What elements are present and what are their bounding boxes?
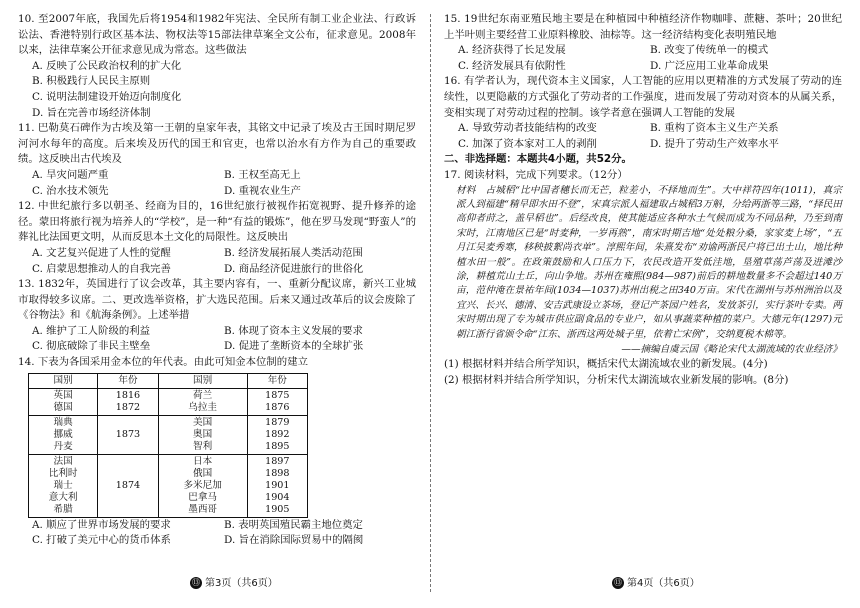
source-material: 材料 占城稻“比中国者穗长而无芒，粒差小，不择地而生”。大中祥符四年(1011)，真宗派人到福建“精早即水田不登”，宋真宗派人福建取占城稻3万斛，分给两浙等三路，“择民田高仰者莳之，盖早稻也”。后经改良，使其能适应各种水土气候而成为不同品种，乃至到南宋时，江南地区已是“时麦种，一岁再熟”，南宋时期吉地“处处粮分桑，家家麦上场”，“五月江吴麦秀寒，移秧披絮尚衣单”。淳熙年间，朱熹发布“劝谕两浙民户将已出土山，地比种植水田一般”。在政策鼓励和人口压力下，农民改造开发低洼地，垦殖草荡芦荡及进滩沙涂，耕植荒山土丘，向山争地。苏州在雍熙(984—987)前后的耕地数量多不会超过140万亩，范仲淹在景祐年间(1034—1037)苏州出税之田340万亩。宋代在湖州与苏州洲治以及宜兴、长兴、德清、安吉武康设立茶场，登记产茶园户姓名，发放茶引，实行茶叶专卖。两宋时期出现了专为城市供应副食品的专业户，如从事蔬菜种植的菜户。大德元年(1297)元朝江浙行省颁令命“江东、浙西这两处城子里，依着亡宋例”，交纳夏税木棉等。 xyxy=(456,184,842,340)
column-header: 年份 xyxy=(98,373,158,388)
option-row xyxy=(444,137,842,153)
option-row xyxy=(18,324,416,340)
subject-badge: ⑬ xyxy=(192,578,200,587)
question-13 xyxy=(18,277,416,355)
question-16 xyxy=(444,74,842,152)
table-row xyxy=(29,388,308,415)
column-header: 年份 xyxy=(247,373,307,388)
option-d: D. 提升了劳动生产效率水平 xyxy=(650,137,779,150)
year-cell: 1874 xyxy=(98,454,158,517)
page-footer xyxy=(612,574,700,589)
option-a: A. 文艺复兴促进了人性的觉醒 xyxy=(32,246,171,259)
country-cell: 日本 俄国 多米尼加 巴拿马 墨西哥 xyxy=(158,454,247,517)
option-b: B. 表明英国殖民霸主地位奠定 xyxy=(224,518,363,531)
question-stem: 15. 19世纪东南亚殖民地主要是在种植园中种植经济作物咖啡、蔗糖、茶叶；20世纪上半叶则主要经营工业原料橡胶、油棕等。这一经济结构变化表明殖民地 xyxy=(444,13,842,41)
question-stem: 14. 下表为各国采用金本位的年代表。由此可知金本位制的建立 xyxy=(18,356,308,369)
option-d: D. 旨在消除国际贸易中的隔阂 xyxy=(224,534,364,547)
question-14 xyxy=(18,355,416,549)
option-a: A. 顺应了世界市场发展的要求 xyxy=(32,518,171,531)
year-cell: 1879 1892 1895 xyxy=(247,415,307,454)
country-cell: 瑞典 挪威 丹麦 xyxy=(29,415,98,454)
option-b: B. 改变了传统单一的模式 xyxy=(650,44,769,57)
option-d: D. 重视农业生产 xyxy=(224,184,301,197)
option-b: B. 体现了资本主义发展的要求 xyxy=(224,324,363,337)
option-b: B. 王权至高无上 xyxy=(224,168,301,181)
page-footer xyxy=(190,574,278,589)
requirement-1: (1) 根据材料并结合所学知识，概括宋代太湖流域农业的新发展。(4分) xyxy=(444,358,768,370)
year-cell: 1816 1872 xyxy=(98,388,158,415)
option-row xyxy=(18,168,416,184)
option-c: C. 说明法制建设开始迈向制度化 xyxy=(32,90,182,103)
option-a: A. 维护了工人阶级的利益 xyxy=(32,324,151,337)
question-stem: 13. 1832年，英国进行了议会改革，其主要内容有，一、重新分配议席，新兴工业城市取得较多议席。二、更改选举资格，扩大选民范围。后来又通过改革后的议会废除了《谷物法》和《航海条例》。上述举措 xyxy=(18,278,416,322)
option-row xyxy=(18,518,416,534)
option-c: C. 彻底破除了非民主壁垒 xyxy=(32,340,151,353)
year-cell: 1875 1876 xyxy=(247,388,307,415)
question-stem: 11. 巴勒莫石碑作为古埃及第一王朝的皇家年表，其铭文中记录了埃及古王国时期尼罗河河水每年的高度。后来埃及历代的国王和官吏，也常以治水有方作为自己的重要政绩。这反映出古代埃及 xyxy=(18,122,416,166)
country-cell: 荷兰 乌拉圭 xyxy=(158,388,247,415)
option-row xyxy=(18,533,416,549)
source-citation: ——摘编自虞云国《略论宋代太湖流域的农业经济》 xyxy=(621,344,842,355)
option-b: B. 重构了资本主义生产关系 xyxy=(650,122,779,135)
option-b: B. 积极践行人民民主原则 xyxy=(32,75,151,88)
option-a: A. 反映了公民政治权利的扩大化 xyxy=(32,59,182,72)
column-divider xyxy=(430,14,431,592)
option-a: A. 导致劳动者技能结构的改变 xyxy=(458,122,597,135)
section-heading: 二、非选择题：本题共4小题，共52分。 xyxy=(444,153,632,166)
page-number: 第3页（共6页） xyxy=(205,578,278,589)
requirement-2: (2) 根据材料并结合所学知识，分析宋代太湖流域农业新发展的影响。(8分) xyxy=(444,373,789,386)
question-12 xyxy=(18,199,416,277)
option-a: A. 旱灾问题严重 xyxy=(32,168,109,181)
option-d: D. 旨在完善市场经济体制 xyxy=(32,106,151,119)
option-c: C. 治水技术领先 xyxy=(32,184,109,197)
option-row xyxy=(18,184,416,200)
question-stem: 17. 阅读材料，完成下列要求。（12分） xyxy=(444,168,628,181)
option-a: A. 经济获得了长足发展 xyxy=(458,44,566,57)
country-cell: 美国 奥国 智利 xyxy=(158,415,247,454)
left-page xyxy=(18,12,416,549)
page-number: 第4页（共6页） xyxy=(627,578,700,589)
option-c: C. 打破了美元中心的货币体系 xyxy=(32,534,171,547)
option-row xyxy=(444,43,842,59)
question-11 xyxy=(18,121,416,199)
table-header-row xyxy=(29,373,308,388)
option-row xyxy=(18,246,416,262)
table-row xyxy=(29,415,308,454)
question-stem: 10. 至2007年底，我国先后将1954和1982年宪法、全民所有制工业企业法、行政诉讼法、香港特别行政区基本法、物权法等15部法律草案全文公布，征求意见。2008年以来，法律草案公开征求意见成为常态。这些做法 xyxy=(18,13,416,57)
option-d: D. 广泛应用工业革命成果 xyxy=(650,59,769,72)
country-cell: 英国 德国 xyxy=(29,388,98,415)
option-b: B. 经济发展拓展人类活动范围 xyxy=(224,246,363,259)
option-row xyxy=(444,121,842,137)
option-c: C. 加深了资本家对工人的剥削 xyxy=(458,137,597,150)
question-stem: 16. 有学者认为，现代资本主义国家，人工智能的应用以更精准的方式发展了劳动的连续性，以更隐蔽的方式强化了劳动者的工作强度，进而发展了劳动对资本的从属关系，变相实现了对劳动过程的控制。该学者意在强调人工智能的发展 xyxy=(444,75,842,119)
gold-standard-table xyxy=(28,373,308,518)
right-page xyxy=(444,12,842,388)
option-row xyxy=(444,59,842,75)
option-c: C. 启蒙思想推动人的自我完善 xyxy=(32,262,171,275)
table-row xyxy=(29,454,308,517)
option-d: D. 促进了垄断资本的全球扩张 xyxy=(224,340,364,353)
subject-badge: ⑬ xyxy=(614,578,622,587)
option-d: D. 商品经济促进旅行的世俗化 xyxy=(224,262,364,275)
question-stem: 12. 中世纪旅行多以朝圣、经商为目的，16世纪旅行被视作拓宽视野、提升修养的途径。蒙田将旅行视为培养人的“学校”，是一种“有益的锻炼”，他在罗马发现“野蛮人”的葬礼比法国更文明，从而反思本土文化的局限性。这反映出 xyxy=(18,200,416,244)
option-c: C. 经济发展具有依附性 xyxy=(458,59,566,72)
question-15 xyxy=(444,12,842,74)
column-header: 国别 xyxy=(29,373,98,388)
year-cell: 1897 1898 1901 1904 1905 xyxy=(247,454,307,517)
option-row xyxy=(18,262,416,278)
column-header: 国别 xyxy=(158,373,247,388)
question-10 xyxy=(18,12,416,121)
country-cell: 法国 比利时 瑞士 意大利 希腊 xyxy=(29,454,98,517)
option-row xyxy=(18,339,416,355)
question-17 xyxy=(444,168,842,388)
year-cell: 1873 xyxy=(98,415,158,454)
